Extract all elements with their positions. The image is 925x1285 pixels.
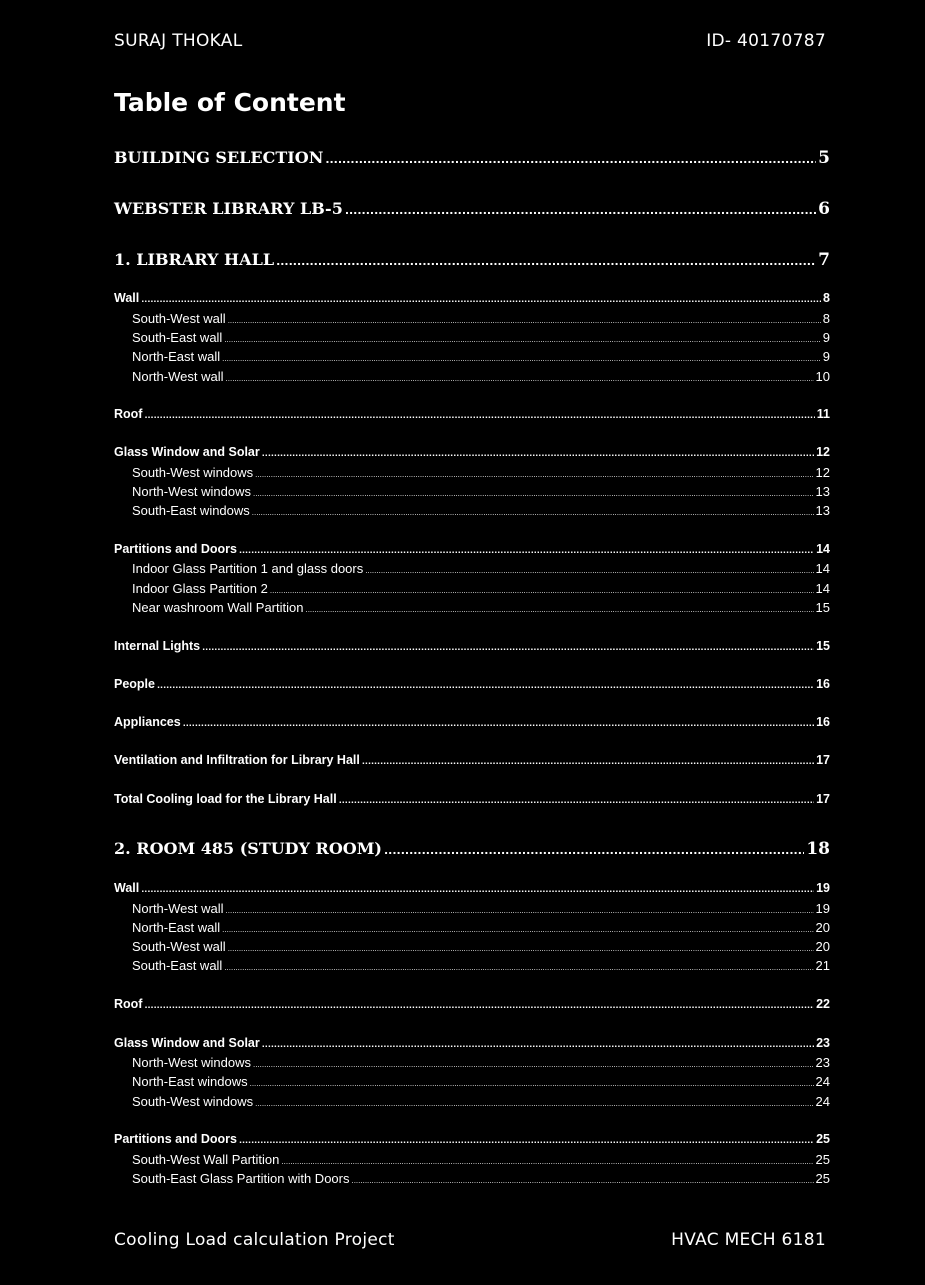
toc-page-number: 24 [815,1074,830,1089]
toc-entry-label: South-West wall [132,311,226,326]
toc-entry-label: North-East wall [132,920,221,935]
toc-entry-label: North-West wall [132,901,224,916]
toc-dot-leader [202,643,814,652]
toc-subsection-entry[interactable] [114,349,830,366]
toc-page-number: 14 [815,561,830,576]
toc-section-entry[interactable] [114,881,830,898]
toc-page-number: 11 [816,407,830,421]
toc-page-number: 12 [815,465,830,480]
toc-section-entry[interactable] [114,639,830,656]
author-name: SURAJ THOKAL [114,31,243,51]
toc-entry-label: 2. ROOM 485 (STUDY ROOM) [114,839,382,858]
toc-page-number: 9 [822,349,830,364]
toc-section-entry[interactable] [114,291,830,308]
toc-dot-leader [262,1040,814,1049]
page-header [114,31,826,51]
toc-dot-leader [224,964,813,972]
toc-page-number: 14 [815,581,830,596]
toc-subsection-entry[interactable] [114,901,830,918]
toc-dot-leader [351,1177,813,1185]
page-footer [114,1230,826,1250]
toc-entry-label: North-West wall [132,369,224,384]
toc-page-number: 17 [816,753,830,767]
toc-page-number: 20 [815,920,830,935]
toc-entry-label: Ventilation and Infiltration for Library Hall [114,753,360,767]
toc-section-entry[interactable] [114,407,830,424]
toc-dot-leader [222,355,821,363]
toc-entry-label: South-West Wall Partition [132,1152,280,1167]
toc-dot-leader [224,336,820,344]
toc-entry-label: BUILDING SELECTION [114,148,324,167]
toc-dot-leader [141,295,821,304]
toc-subsection-entry[interactable] [114,561,830,578]
toc-page-number: 13 [815,503,830,518]
toc-dot-leader [157,681,814,690]
toc-subsection-entry[interactable] [114,465,830,482]
toc-dot-leader [255,1100,813,1108]
toc-page-number: 15 [816,639,830,653]
toc-entry-label: Indoor Glass Partition 1 and glass doors [132,561,364,576]
toc-dot-leader [239,1136,814,1145]
toc-entry-label: South-East windows [132,503,250,518]
toc-page-number: 24 [815,1094,830,1109]
toc-entry-label: Internal Lights [114,639,201,653]
toc-section-entry[interactable] [114,715,830,732]
toc-dot-leader [365,567,813,575]
toc-subsection-entry[interactable] [114,1055,830,1072]
toc-page-number: 25 [815,1152,830,1167]
toc-entry-label: South-West wall [132,939,226,954]
toc-dot-leader [226,907,814,915]
toc-subsection-entry[interactable] [114,330,830,347]
toc-entry-label: Appliances [114,715,181,729]
page-title: Table of Content [114,88,346,117]
toc-dot-leader [226,375,814,383]
toc-page-number: 6 [818,199,830,219]
toc-section-entry[interactable] [114,445,830,462]
toc-entry-label: WEBSTER LIBRARY LB-5 [114,199,343,218]
toc-entry-label: North-West windows [132,1055,251,1070]
toc-dot-leader [253,490,814,498]
toc-entry-label: Partitions and Doors [114,542,237,556]
toc-page-number: 8 [822,311,830,326]
toc-entry-label: Wall [114,881,140,895]
project-title: Cooling Load calculation Project [114,1230,395,1250]
toc-entry-label: 1. LIBRARY HALL [114,250,275,269]
toc-section-entry[interactable] [114,677,830,694]
toc-page-number: 18 [806,839,830,859]
toc-dot-leader [144,411,814,420]
toc-dot-leader [250,1080,814,1088]
toc-entry-label: Wall [114,291,140,305]
toc-dot-leader [183,719,814,728]
toc-dot-leader [362,757,814,766]
toc-entry-label: Roof [114,407,143,421]
toc-entry-label: Total Cooling load for the Library Hall [114,792,337,806]
toc-entry-label: Glass Window and Solar [114,1036,260,1050]
toc-dot-leader [228,317,821,325]
toc-page-number: 9 [822,330,830,345]
toc-chapter-entry[interactable] [114,148,830,170]
toc-dot-leader [144,1001,814,1010]
toc-page-number: 16 [816,715,830,729]
toc-dot-leader [252,509,814,517]
toc-section-entry[interactable] [114,792,830,809]
toc-dot-leader [228,945,814,953]
toc-entry-label: Indoor Glass Partition 2 [132,581,268,596]
toc-dot-leader [384,844,804,857]
toc-subsection-entry[interactable] [114,939,830,956]
toc-page-number: 21 [815,958,830,973]
student-id: ID- 40170787 [706,31,826,51]
toc-page-number: 25 [815,1171,830,1186]
toc-dot-leader [262,449,814,458]
toc-entry-label: South-East Glass Partition with Doors [132,1171,350,1186]
toc-section-entry[interactable] [114,542,830,559]
toc-dot-leader [270,587,814,595]
toc-section-entry[interactable] [114,997,830,1014]
toc-page-number: 14 [816,542,830,556]
toc-page-number: 19 [815,901,830,916]
toc-entry-label: South-West windows [132,1094,254,1109]
toc-subsection-entry[interactable] [114,311,830,328]
toc-subsection-entry[interactable] [114,958,830,975]
toc-page-number: 10 [815,369,830,384]
toc-dot-leader [141,885,814,894]
toc-page-number: 7 [818,250,830,270]
toc-subsection-entry[interactable] [114,369,830,386]
toc-subsection-entry[interactable] [114,581,830,598]
toc-entry-label: Partitions and Doors [114,1132,237,1146]
toc-entry-label: South-East wall [132,958,223,973]
toc-page-number: 19 [816,881,830,895]
toc-subsection-entry[interactable] [114,1094,830,1111]
toc-chapter-entry[interactable] [114,250,830,272]
toc-dot-leader [339,796,814,805]
toc-page-number: 17 [816,792,830,806]
course-code: HVAC MECH 6181 [671,1230,826,1250]
toc-entry-label: North-East windows [132,1074,248,1089]
toc-page-number: 5 [818,148,830,168]
toc-page-number: 20 [815,939,830,954]
toc-page-number: 13 [815,484,830,499]
toc-dot-leader [305,606,813,614]
toc-entry-label: South-East wall [132,330,223,345]
toc-page-number: 16 [816,677,830,691]
toc-entry-label: Roof [114,997,143,1011]
toc-page-number: 23 [816,1036,830,1050]
toc-entry-label: North-West windows [132,484,251,499]
toc-dot-leader [253,1061,814,1069]
toc-dot-leader [276,255,816,268]
toc-subsection-entry[interactable] [114,1074,830,1091]
toc-chapter-entry[interactable] [114,199,830,221]
toc-chapter-entry[interactable] [114,839,830,861]
toc-subsection-entry[interactable] [114,600,830,617]
toc-page-number: 23 [815,1055,830,1070]
toc-page-number: 15 [815,600,830,615]
toc-page-number: 8 [823,291,830,305]
toc-subsection-entry[interactable] [114,503,830,520]
toc-section-entry[interactable] [114,1132,830,1149]
toc-section-entry[interactable] [114,753,830,770]
toc-page-number: 22 [816,997,830,1011]
toc-dot-leader [345,204,816,217]
toc-dot-leader [281,1158,813,1166]
toc-entry-label: People [114,677,155,691]
toc-dot-leader [255,471,813,479]
toc-dot-leader [239,546,814,555]
toc-dot-leader [222,926,813,934]
toc-entry-label: Near washroom Wall Partition [132,600,304,615]
toc-subsection-entry[interactable] [114,1171,830,1188]
toc-subsection-entry[interactable] [114,920,830,937]
toc-subsection-entry[interactable] [114,1152,830,1169]
toc-section-entry[interactable] [114,1036,830,1053]
toc-dot-leader [325,153,816,166]
toc-entry-label: Glass Window and Solar [114,445,260,459]
toc-page-number: 25 [816,1132,830,1146]
toc-page-number: 12 [816,445,830,459]
toc-entry-label: North-East wall [132,349,221,364]
toc-subsection-entry[interactable] [114,484,830,501]
toc-entry-label: South-West windows [132,465,254,480]
